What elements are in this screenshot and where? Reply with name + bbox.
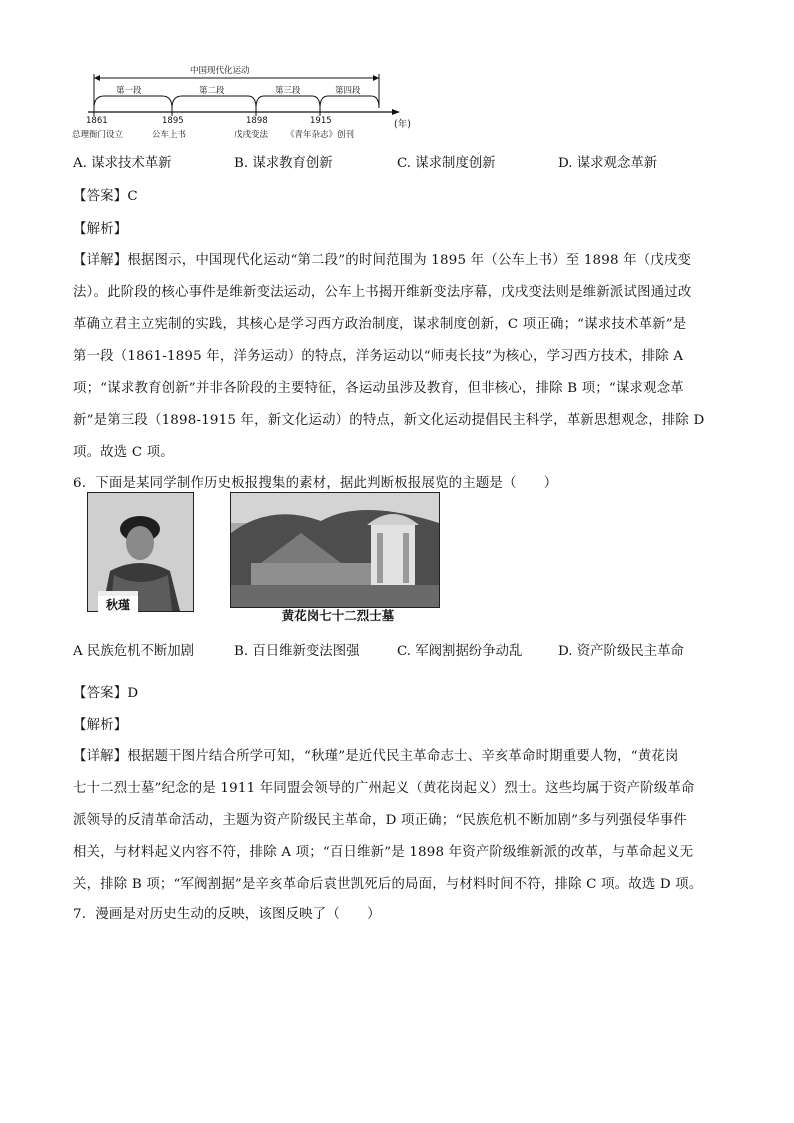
portrait-image bbox=[88, 493, 193, 611]
tick-year: 1861 bbox=[86, 116, 108, 126]
tomb-image bbox=[231, 493, 439, 607]
question-stem: 7．漫画是对历史生动的反映，该图反映了（ ） bbox=[73, 907, 381, 922]
timeline-title: 中国现代化运动 bbox=[190, 66, 250, 76]
tick-event: 公车上书 bbox=[152, 130, 187, 140]
option-d: D. 资产阶级民主革命 bbox=[558, 644, 684, 659]
stage-label: 第二段 bbox=[199, 86, 225, 96]
timeline-figure bbox=[72, 60, 424, 142]
analysis-line: 七十二烈士墓”纪念的是 1911 年同盟会领导的广州起义（黄花岗起义）烈士。这些均属于资产阶级革命 bbox=[73, 781, 695, 796]
analysis-line: 相关，与材料起义内容不符，排除 A 项；“百日维新”是 1898 年资产阶级维新派的改革，与革命起义无 bbox=[73, 845, 694, 860]
option-a: A 民族危机不断加剧 bbox=[73, 644, 195, 659]
analysis-line: 派领导的反清革命活动，主题为资产阶级民主革命，D 项正确；“民族危机不断加剧”多与列强侵华事件 bbox=[73, 813, 687, 828]
photo-caption: 黄花岗七十二烈士墓 bbox=[281, 608, 395, 623]
tick-event: 总理衙门设立 bbox=[72, 130, 124, 140]
photo-caption: 秋瑾 bbox=[98, 596, 138, 613]
option-b: B. 谋求教育创新 bbox=[234, 156, 333, 171]
tick-event: 《青年杂志》创刊 bbox=[286, 130, 355, 140]
analysis-line: 第一段（1861-1895 年，洋务运动）的特点，洋务运动以“师夷长技”为核心，学习西方技术，排除 A bbox=[73, 349, 684, 364]
option-a: A. 谋求技术革新 bbox=[73, 156, 172, 171]
tick-year: 1915 bbox=[310, 116, 332, 126]
analysis-line: 项。故选 C 项。 bbox=[73, 445, 174, 460]
stage-label: 第一段 bbox=[116, 86, 142, 96]
analysis-line: 法）。此阶段的核心事件是维新变法运动，公车上书揭开维新变法序幕，戊戌变法则是维新派试图通过改 bbox=[73, 285, 692, 300]
answer-label: 【答案】D bbox=[73, 686, 139, 701]
answer-label: 【答案】C bbox=[73, 189, 138, 204]
analysis-label: 【解析】 bbox=[73, 222, 128, 237]
analysis-label: 【解析】 bbox=[73, 718, 128, 733]
option-c: C. 谋求制度创新 bbox=[397, 156, 496, 171]
huanghuagang-photo bbox=[230, 492, 440, 608]
option-c: C. 军阀割据纷争动乱 bbox=[397, 644, 523, 659]
analysis-line: 【详解】根据题干图片结合所学可知，“秋瑾”是近代民主革命志士、辛亥革命时期重要人物，“黄花岗 bbox=[73, 749, 679, 764]
analysis-line: 项；“谋求教育创新”并非各阶段的主要特征，各运动虽涉及教育，但非核心，排除 B 项；“谋求观念革 bbox=[73, 381, 684, 396]
option-b: B. 百日维新变法图强 bbox=[234, 644, 360, 659]
analysis-line: 革确立君主立宪制的实践，其核心是学习西方政治制度，谋求制度创新，C 项正确；“谋求技术革新”是 bbox=[73, 317, 687, 332]
option-d: D. 谋求观念革新 bbox=[558, 156, 658, 171]
stage-label: 第四段 bbox=[335, 86, 361, 96]
tick-year: 1895 bbox=[162, 116, 184, 126]
stage-label: 第三段 bbox=[275, 86, 301, 96]
axis-unit: (年) bbox=[394, 119, 411, 130]
tick-year: 1898 bbox=[246, 116, 268, 126]
analysis-line: 【详解】根据图示，中国现代化运动“第二段”的时间范围为 1895 年（公车上书）至 1898 年（戊戌变 bbox=[73, 253, 692, 268]
analysis-line: 关，排除 B 项；“军阀割据”是辛亥革命后袁世凯死后的局面，与材料时间不符，排除 C 项。故选 D 项。 bbox=[73, 877, 703, 892]
analysis-line: 新”是第三段（1898-1915 年，新文化运动）的特点，新文化运动提倡民主科学，革新思想观念，排除 D bbox=[73, 413, 705, 428]
qiujin-photo bbox=[87, 492, 194, 612]
question-stem: 6．下面是某同学制作历史板报搜集的素材，据此判断板报展览的主题是（ ） bbox=[73, 476, 558, 491]
tick-event: 戊戌变法 bbox=[234, 130, 269, 140]
